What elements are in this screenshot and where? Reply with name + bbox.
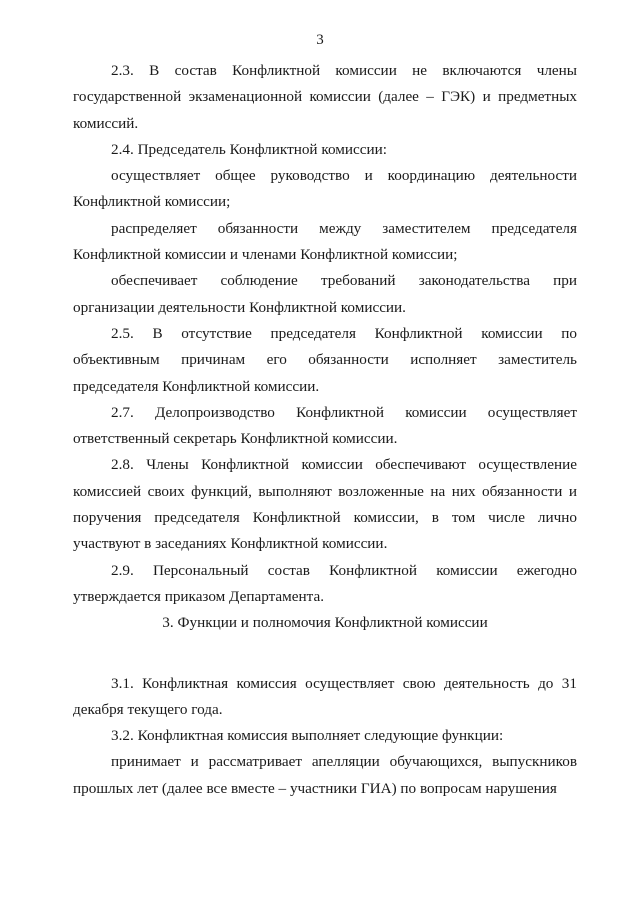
paragraph-2-4-item-2: распределяет обязанности между заместителем председателя Конфликтной комиссии и членами Конфликтной комиссии; [73,219,577,264]
paragraph-2-3: 2.3. В состав Конфликтной комиссии не включаются члены государственной экзаменационной комиссии (далее – ГЭК) и предметных комиссий. [73,62,577,132]
paragraph-3-2: 3.2. Конфликтная комиссия выполняет следующие функции: [111,727,504,745]
paragraph-2-4-item-1: осуществляет общее руководство и координацию деятельности Конфликтной комиссии; [73,167,577,211]
paragraph-2-4: 2.4. Председатель Конфликтной комиссии: [111,140,387,158]
paragraph-3-2-item-1: принимает и рассматривает апелляции обучающихся, выпускников прошлых лет (далее все вместе – участники ГИА) по вопросам нарушения [73,753,577,797]
paragraph-2-5: 2.5. В отсутствие председателя Конфликтной комиссии по объективным причинам его обязанности исполняет заместитель председателя Конфликтной комиссии. [73,324,577,395]
paragraph-2-8: 2.8. Члены Конфликтной комиссии обеспечивают осуществление комиссией своих функций, выполняют возложенные на них обязанности и поручения председателя Конфликтной комиссии, в том числе лично участвуют в заседаниях Конфликтной комиссии. [73,456,577,553]
document-body [73,58,577,802]
paragraph-2-7: 2.7. Делопроизводство Конфликтной комиссии осуществляет ответственный секретарь Конфликтной комиссии. [73,403,577,448]
page-number: 3 [316,32,324,48]
paragraph-2-9: 2.9. Персональный состав Конфликтной комиссии ежегодно утверждается приказом Департамента. [73,561,577,605]
paragraph-3-1: 3.1. Конфликтная комиссия осуществляет свою деятельность до 31 декабря текущего года. [73,674,577,718]
section-title: 3. Функции и полномочия Конфликтной комиссии [162,614,488,632]
paragraph-2-4-item-3: обеспечивает соблюдение требований законодательства при организации деятельности Конфликтной комиссии. [73,272,577,316]
